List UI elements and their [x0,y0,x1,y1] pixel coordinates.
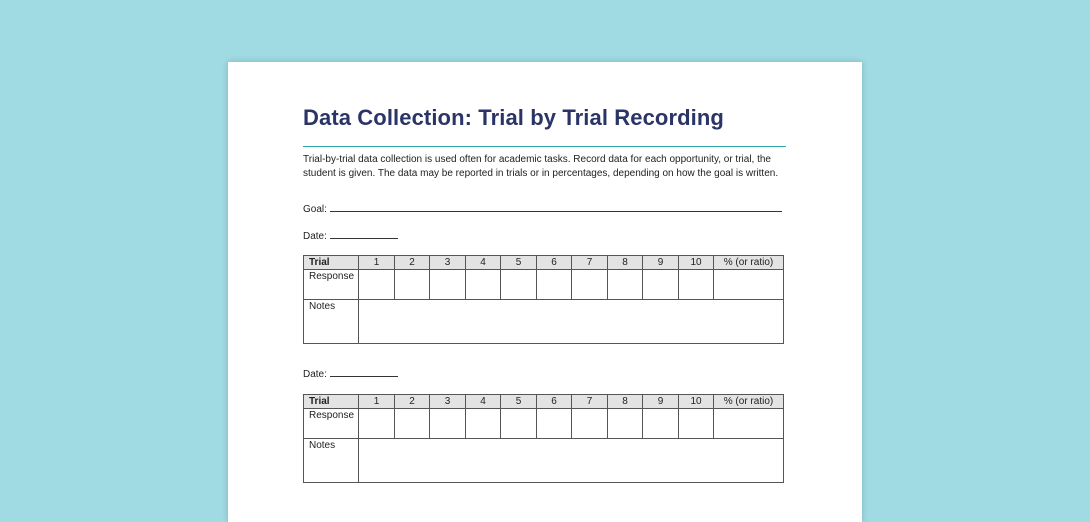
date-line[interactable] [330,229,398,239]
header-cell: 4 [466,395,501,409]
title-divider [303,146,786,147]
response-cell[interactable] [608,409,643,439]
response-row [304,270,784,300]
header-cell: 2 [395,395,430,409]
date-line[interactable] [330,367,398,377]
notes-row [304,439,784,483]
header-cell: 2 [395,256,430,270]
header-cell: 7 [572,395,608,409]
row-label: Response [304,409,359,439]
trial-table-1 [303,255,784,344]
header-cell: 6 [537,256,572,270]
response-cell[interactable] [572,409,608,439]
header-cell: % (or ratio) [714,256,784,270]
percent-cell[interactable] [714,409,784,439]
header-cell: Trial [304,256,359,270]
percent-cell[interactable] [714,270,784,300]
response-cell[interactable] [537,270,572,300]
header-cell: 6 [537,395,572,409]
page-title: Data Collection: Trial by Trial Recording [303,105,724,130]
row-label: Response [304,270,359,300]
notes-row [304,300,784,344]
date-label: Date: [303,231,327,242]
header-cell: 9 [643,395,679,409]
header-cell: 3 [430,395,466,409]
table-header-row [304,395,784,409]
row-label: Notes [304,439,359,483]
header-cell: 8 [608,256,643,270]
intro-paragraph: Trial-by-trial data collection is used often for academic tasks. Record data for each opportunity, or trial, the student is given. The data may be reported in trials or in percentages, depending on how the goal is written. [303,154,779,179]
date-field-1[interactable] [303,229,398,242]
header-cell: 4 [466,256,501,270]
response-cell[interactable] [466,270,501,300]
header-cell: 10 [679,395,714,409]
notes-cell[interactable] [359,439,784,483]
response-cell[interactable] [395,409,430,439]
goal-field[interactable] [303,202,782,215]
date-label: Date: [303,369,327,380]
header-cell: 3 [430,256,466,270]
response-cell[interactable] [501,270,537,300]
response-cell[interactable] [679,270,714,300]
row-label: Notes [304,300,359,344]
header-cell: 7 [572,256,608,270]
response-cell[interactable] [430,409,466,439]
response-cell[interactable] [537,409,572,439]
header-cell: % (or ratio) [714,395,784,409]
header-cell: 8 [608,395,643,409]
response-cell[interactable] [643,270,679,300]
header-cell: 1 [359,256,395,270]
response-cell[interactable] [501,409,537,439]
header-cell: Trial [304,395,359,409]
date-field-2[interactable] [303,367,398,380]
goal-label: Goal: [303,204,327,215]
response-cell[interactable] [430,270,466,300]
header-cell: 9 [643,256,679,270]
header-cell: 1 [359,395,395,409]
response-cell[interactable] [643,409,679,439]
response-cell[interactable] [359,270,395,300]
worksheet-page [228,62,862,522]
response-cell[interactable] [608,270,643,300]
response-cell[interactable] [359,409,395,439]
table-header-row [304,256,784,270]
header-cell: 5 [501,256,537,270]
response-cell[interactable] [679,409,714,439]
response-cell[interactable] [395,270,430,300]
header-cell: 10 [679,256,714,270]
notes-cell[interactable] [359,300,784,344]
trial-table-2 [303,394,784,483]
response-cell[interactable] [572,270,608,300]
response-cell[interactable] [466,409,501,439]
goal-line[interactable] [330,202,782,212]
header-cell: 5 [501,395,537,409]
response-row [304,409,784,439]
